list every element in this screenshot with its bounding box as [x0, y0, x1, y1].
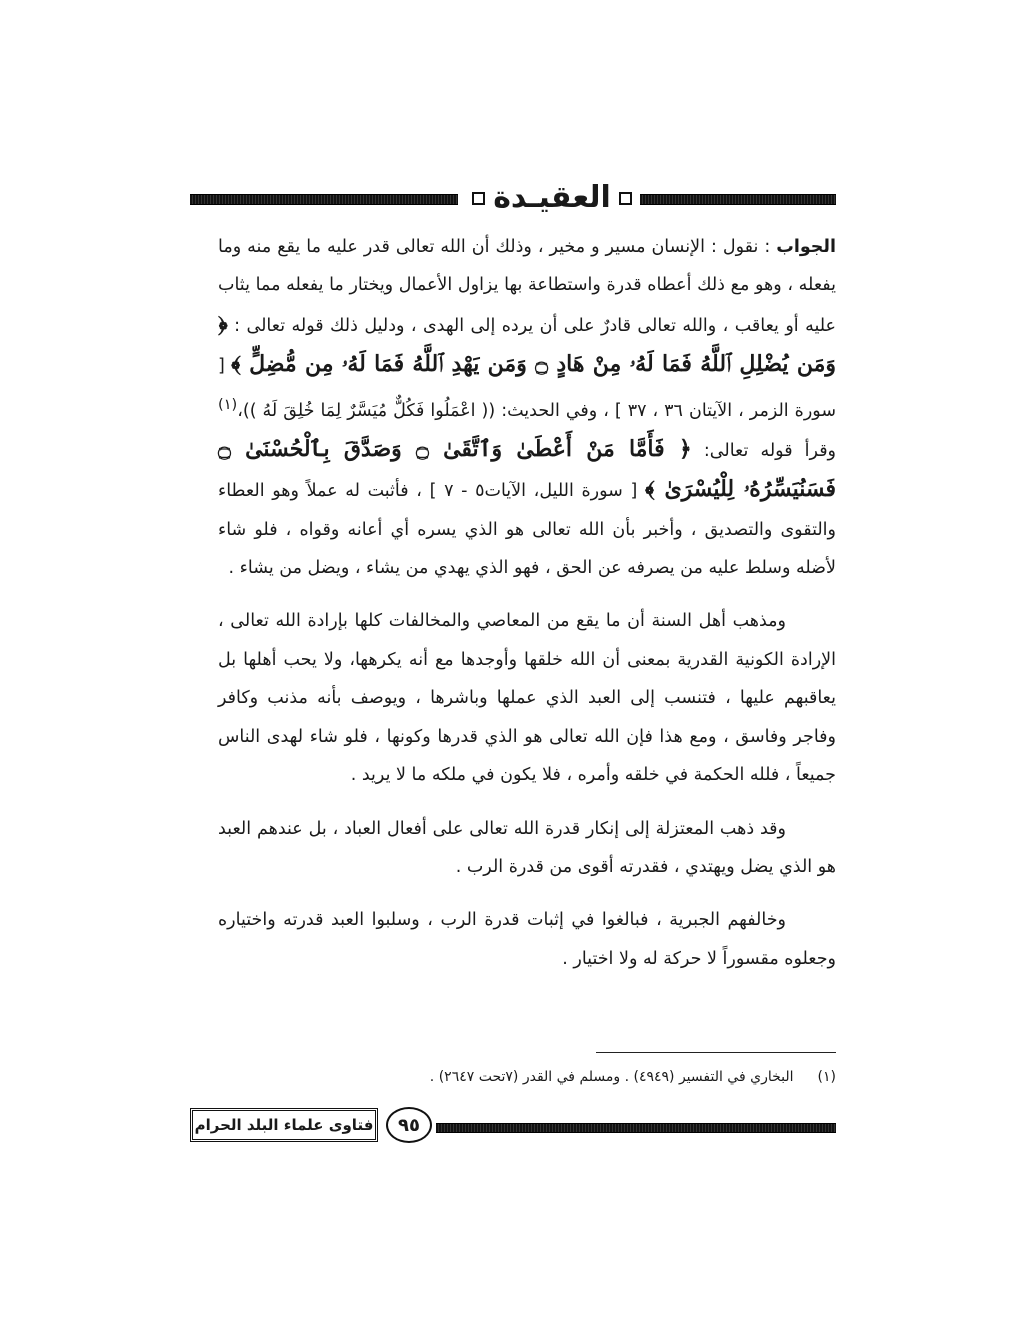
- answer-text-2: [ سورة الزمر ، الآيتان ٣٦ ، ٣٧ ] ، وفي الحديث: (( اعْمَلُوا فَكُلٌّ مُيَسَّرٌ لِمَا خُلِقَ لَهُ ))،: [218, 356, 836, 421]
- answer-text-4: [ سورة الليل، الآيات٥ - ٧ ] ، فأثبت له عملاً وهو العطاء والتقوى والتصديق ، وأخبر بأن الله تعالى هو الذي يسره أي أعانه وقواه ، فلو شاء لأضله وسلط عليه من يصرفه عن الحق ، فهو الذي يهدي من يشاء ، ويضل من يشاء .: [218, 481, 836, 579]
- footnote-separator: [596, 1052, 836, 1053]
- answer-paragraph: [218, 228, 836, 587]
- header-rule-right: [640, 194, 836, 205]
- answer-text-1: : نقول : الإنسان مسير و مخير ، وذلك أن الله تعالى قدر عليه ما يقع منه وما يفعله ، وهو مع ذلك أعطاه قدرة واستطاعة بها يزاول الأعمال ويختار ما يفعله مما يثاب عليه أو يعاقب ، والله تعالى قادرٌ على أن يرده إلى الهدى ، ودليل ذلك قوله تعالى :: [218, 237, 836, 336]
- quran-verse-zumar: ﴿ وَمَن يُضْلِلِ ٱللَّهُ فَمَا لَهُۥ مِنْ هَادٍ ۝ وَمَن يَهْدِ ٱللَّهُ فَمَا لَهُۥ مِن مُّضِلٍّ ﴾: [218, 310, 837, 378]
- square-ornament-icon: [472, 192, 485, 205]
- page-number: ٩٥: [398, 1114, 420, 1136]
- page-number-badge: [386, 1107, 432, 1143]
- footer-rule: [436, 1123, 836, 1133]
- footnote: [330, 1062, 836, 1092]
- main-text: [218, 228, 836, 978]
- ahl-sunnah-paragraph: ومذهب أهل السنة أن ما يقع من المعاصي والمخالفات كلها بإرادة الله تعالى ، الإرادة الكونية القدرية بمعنى أن الله خلقها وأوجدها مع أنه يكرهها، ولا يحب أهلها بل يعاقبهم عليها ، فتنسب إلى العبد الذي عملها وباشرها ، ويوصف بأنه مذنب وكافر وفاجر وفاسق ، ومع هذا فإن الله تعالى هو الذي قدرها وكونها ، فلو شاء لهدى الناس جميعاً ، فلله الحكمة في خلقه وأمره ، فلا يكون في ملكه ما لا يريد .: [218, 611, 836, 786]
- book-title: فتاوى علماء البلد الحرام: [194, 1116, 374, 1134]
- footnote-text: البخاري في التفسير (٤٩٤٩) . ومسلم في القدر (٧تحت ٢٦٤٧) .: [429, 1069, 794, 1085]
- jabriyya-paragraph: وخالفهم الجبرية ، فبالغوا في إثبات قدرة الرب ، وسلبوا العبد قدرته واختياره وجعلوه مقسوراً لا حركة له ولا اختيار .: [218, 910, 836, 969]
- page-footer: [190, 1104, 836, 1146]
- chapter-heading: [472, 178, 632, 218]
- answer-text-3: وقرأ قوله تعالى:: [691, 440, 837, 461]
- footnote-number: (١): [817, 1069, 836, 1085]
- square-ornament-icon: [619, 192, 632, 205]
- footnote-reference: (١): [218, 395, 238, 413]
- book-title-box: [190, 1108, 378, 1142]
- quran-verse-layl: ﴿ فَأَمَّا مَنْ أَعْطَىٰ وَٱتَّقَىٰ ۝ وَصَدَّقَ بِٱلْحُسْنَىٰ ۝ فَسَنُيَسِّرُهُۥ لِلْيُسْرَىٰ ﴾: [218, 435, 837, 503]
- chapter-title: العقيـدة: [493, 180, 611, 215]
- mutazila-paragraph: وقد ذهب المعتزلة إلى إنكار قدرة الله تعالى على أفعال العباد ، بل عندهم العبد هو الذي يضل ويهتدي ، فقدرته أقوى من قدرة الرب .: [218, 818, 836, 877]
- answer-label: الجواب: [776, 237, 836, 257]
- header-rule-left: [190, 194, 458, 205]
- page-header: [190, 178, 836, 218]
